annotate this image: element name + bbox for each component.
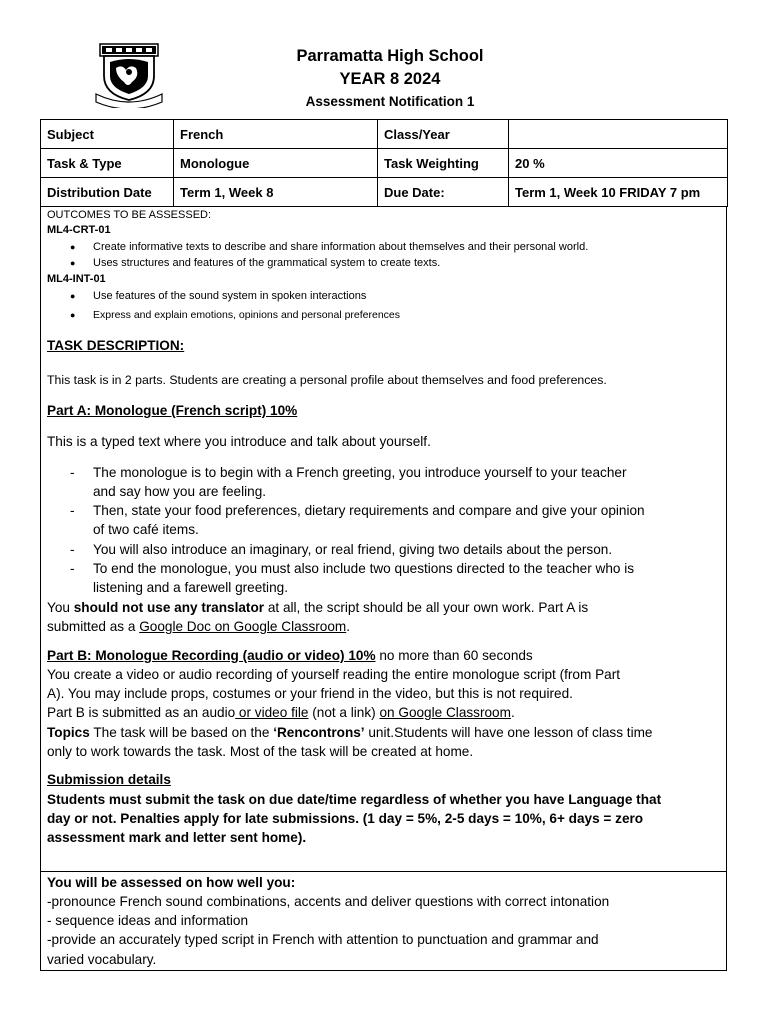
task-info-table xyxy=(40,119,728,207)
table-cell: Distribution Date xyxy=(41,178,174,207)
outcome-item: Express and explain emotions, opinions and personal preferences xyxy=(93,309,401,321)
task-intro: This task is in 2 parts. Students are creating a personal profile about themselves and food preferences. xyxy=(47,373,607,387)
submission-text: assessment mark and letter sent home). xyxy=(47,830,307,845)
assessed-item: -provide an accurately typed script in French with attention to punctuation and grammar and xyxy=(47,932,599,947)
school-crest-logo xyxy=(92,36,166,108)
part-a-note: You should not use any translator at all, the script should be all your own work. Part A is xyxy=(47,600,589,615)
outcome-code: ML4-CRT-01 xyxy=(47,224,111,236)
outcome-item: Use features of the sound system in spoken interactions xyxy=(93,290,367,302)
list-item: The monologue is to begin with a French greeting, you introduce yourself to your teacher xyxy=(93,465,627,480)
table-cell: Term 1, Week 10 FRIDAY 7 pm xyxy=(509,178,728,207)
table-cell xyxy=(509,120,728,149)
table-cell: 20 % xyxy=(509,149,728,178)
table-cell: French xyxy=(174,120,378,149)
part-a-heading: Part A: Monologue (French script) 10% xyxy=(47,403,298,418)
table-row xyxy=(41,120,728,149)
list-item: of two café items. xyxy=(93,522,199,537)
bullet-icon: ● xyxy=(70,242,76,252)
notification-title: Assessment Notification 1 xyxy=(305,94,475,109)
bullet-icon: ● xyxy=(70,258,76,268)
table-cell: Subject xyxy=(41,120,174,149)
bullet-icon: ● xyxy=(70,310,76,320)
part-b-text: Part B is submitted as an audio or video file (not a link) on Google Classroom. xyxy=(47,705,515,720)
submission-heading: Submission details xyxy=(47,772,171,787)
part-a-intro: This is a typed text where you introduce and talk about yourself. xyxy=(47,434,431,449)
list-item: You will also introduce an imaginary, or real friend, giving two details about the person. xyxy=(93,542,613,557)
school-name: Parramatta High School xyxy=(296,47,484,65)
table-cell: Task Weighting xyxy=(378,149,509,178)
list-item: and say how you are feeling. xyxy=(93,484,267,499)
list-item: Then, state your food preferences, dietary requirements and compare and give your opinion xyxy=(93,503,645,518)
outcome-item: Uses structures and features of the grammatical system to create texts. xyxy=(93,257,441,269)
assessed-heading: You will be assessed on how well you: xyxy=(47,875,296,890)
table-cell: Task & Type xyxy=(41,149,174,178)
task-description-heading: TASK DESCRIPTION: xyxy=(47,338,185,353)
year-title: YEAR 8 2024 xyxy=(339,70,441,88)
table-cell: Monologue xyxy=(174,149,378,178)
assessed-item: -pronounce French sound combinations, accents and deliver questions with correct intonation xyxy=(47,894,610,909)
document-header xyxy=(240,44,540,114)
assessed-item: varied vocabulary. xyxy=(47,952,157,967)
bullet-icon: ● xyxy=(70,291,76,301)
outcomes-heading: OUTCOMES TO BE ASSESSED: xyxy=(47,209,212,221)
topics-text: Topics The task will be based on the ‘Rencontrons’ unit.Students will have one lesson of class time xyxy=(47,725,653,740)
table-cell: Term 1, Week 8 xyxy=(174,178,378,207)
table-cell: Class/Year xyxy=(378,120,509,149)
topics-text: only to work towards the task. Most of the task will be created at home. xyxy=(47,744,474,759)
list-item: To end the monologue, you must also include two questions directed to the teacher who is xyxy=(93,561,635,576)
part-b-text: You create a video or audio recording of yourself reading the entire monologue script (from Part xyxy=(47,667,621,682)
table-row xyxy=(41,149,728,178)
google-classroom-link: Google Doc on Google Classroom xyxy=(139,619,347,634)
part-b-heading: Part B: Monologue Recording (audio or video) 10% no more than 60 seconds xyxy=(47,648,533,663)
assessed-item: - sequence ideas and information xyxy=(47,913,249,928)
part-b-text: A). You may include props, costumes or your friend in the video, but this is not required. xyxy=(47,686,573,701)
list-item: listening and a farewell greeting. xyxy=(93,580,288,595)
table-row xyxy=(41,178,728,207)
submission-text: day or not. Penalties apply for late submissions. (1 day = 5%, 2-5 days = 10%, 6+ days = zero xyxy=(47,811,644,826)
outcome-code: ML4-INT-01 xyxy=(47,273,106,285)
table-cell: Due Date: xyxy=(378,178,509,207)
submission-text: Students must submit the task on due date/time regardless of whether you have Language that xyxy=(47,792,662,807)
part-a-note: submitted as a Google Doc on Google Classroom. xyxy=(47,619,351,634)
outcome-item: Create informative texts to describe and share information about themselves and their personal world. xyxy=(93,241,589,253)
